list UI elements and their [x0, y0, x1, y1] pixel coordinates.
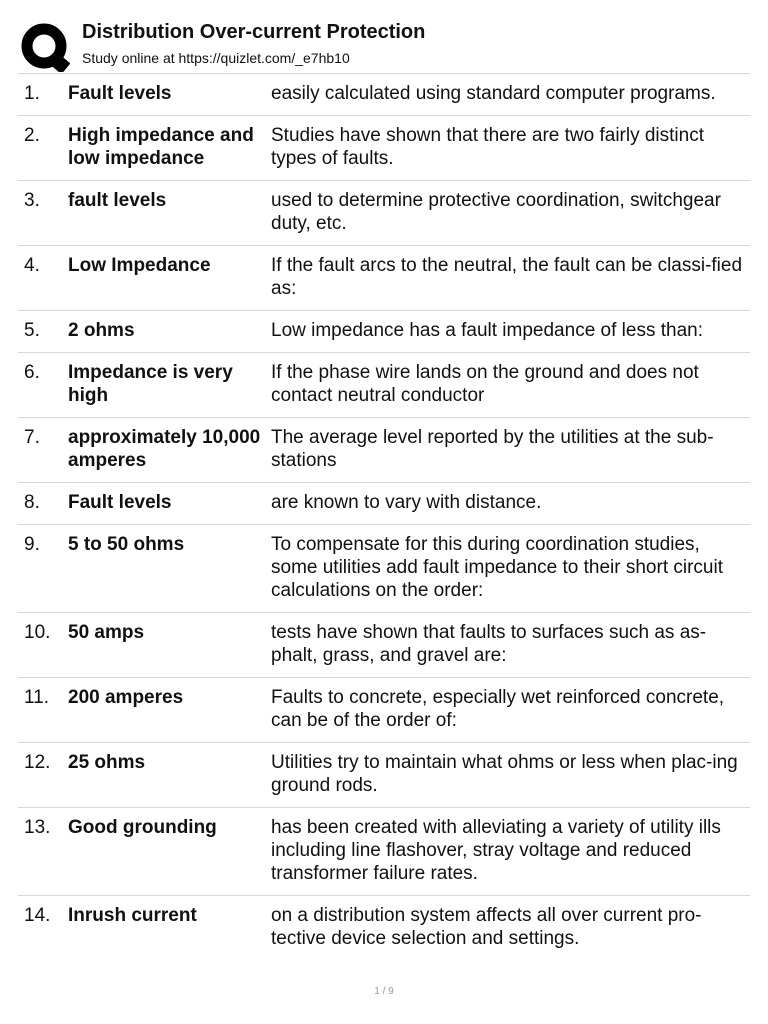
- card-definition: If the phase wire lands on the ground and does not contact neutral conductor: [271, 362, 699, 406]
- card-row: [18, 482, 750, 524]
- card-term: 25 ohms: [68, 752, 146, 773]
- card-row: [18, 245, 750, 310]
- card-definition: easily calculated using standard computer programs.: [271, 83, 716, 104]
- card-term: Fault levels: [68, 492, 172, 513]
- flashcard-list: [18, 73, 750, 960]
- quizlet-logo-icon: [20, 22, 70, 72]
- card-number: 8.: [24, 492, 40, 513]
- card-term: 5 to 50 ohms: [68, 534, 185, 555]
- card-definition: Utilities try to maintain what ohms or less when plac-ing ground rods.: [271, 752, 738, 796]
- card-term: fault levels: [68, 190, 167, 211]
- card-term: Good grounding: [68, 817, 217, 838]
- card-definition: on a distribution system affects all over current pro-tective device selection and settings.: [271, 905, 702, 949]
- card-number: 14.: [24, 905, 51, 926]
- card-term: Inrush current: [68, 905, 197, 926]
- card-row: [18, 895, 750, 960]
- card-number: 13.: [24, 817, 51, 838]
- card-number: 7.: [24, 427, 40, 448]
- page-header: [18, 18, 750, 74]
- page-indicator: 1 / 9: [374, 986, 394, 997]
- card-definition: If the fault arcs to the neutral, the fault can be classi-fied as:: [271, 255, 743, 299]
- card-term: 50 amps: [68, 622, 145, 643]
- card-row: [18, 310, 750, 352]
- card-row: [18, 73, 750, 115]
- card-term: Fault levels: [68, 83, 172, 104]
- card-definition: Studies have shown that there are two fairly distinct types of faults.: [271, 125, 705, 169]
- card-row: [18, 612, 750, 677]
- card-definition: To compensate for this during coordination studies, some utilities add fault impedance to their short circuit calculations on the order:: [271, 534, 723, 601]
- card-row: [18, 807, 750, 895]
- card-term: High impedance and low impedance: [68, 125, 254, 169]
- card-definition: are known to vary with distance.: [271, 492, 542, 513]
- card-definition: used to determine protective coordination, switchgear duty, etc.: [271, 190, 721, 234]
- card-term: 200 amperes: [68, 687, 184, 708]
- card-definition: tests have shown that faults to surfaces such as as-phalt, grass, and gravel are:: [271, 622, 707, 666]
- page-title: Distribution Over-current Protection: [82, 21, 426, 43]
- card-row: [18, 417, 750, 482]
- card-number: 11.: [24, 687, 50, 708]
- card-row: [18, 352, 750, 417]
- card-definition: Low impedance has a fault impedance of less than:: [271, 320, 703, 341]
- card-number: 12.: [24, 752, 51, 773]
- card-number: 1.: [24, 83, 40, 104]
- card-definition: Faults to concrete, especially wet reinforced concrete, can be of the order of:: [271, 687, 725, 731]
- card-number: 5.: [24, 320, 40, 341]
- card-row: [18, 180, 750, 245]
- card-number: 2.: [24, 125, 40, 146]
- card-term: Impedance is very high: [68, 362, 233, 406]
- card-row: [18, 742, 750, 807]
- card-term: 2 ohms: [68, 320, 135, 341]
- card-row: [18, 524, 750, 612]
- card-row: [18, 677, 750, 742]
- card-row: [18, 115, 750, 180]
- card-number: 3.: [24, 190, 40, 211]
- card-term: Low Impedance: [68, 255, 211, 276]
- card-number: 4.: [24, 255, 40, 276]
- card-number: 10.: [24, 622, 51, 643]
- card-definition: The average level reported by the utilities at the sub-stations: [271, 427, 714, 471]
- study-online-link[interactable]: Study online at https://quizlet.com/_e7hb10: [82, 50, 350, 66]
- card-term: approximately 10,000 amperes: [68, 427, 261, 471]
- card-number: 6.: [24, 362, 40, 383]
- card-number: 9.: [24, 534, 40, 555]
- card-definition: has been created with alleviating a variety of utility ills including line flashover, stray voltage and reduced transformer failure rates.: [271, 817, 721, 884]
